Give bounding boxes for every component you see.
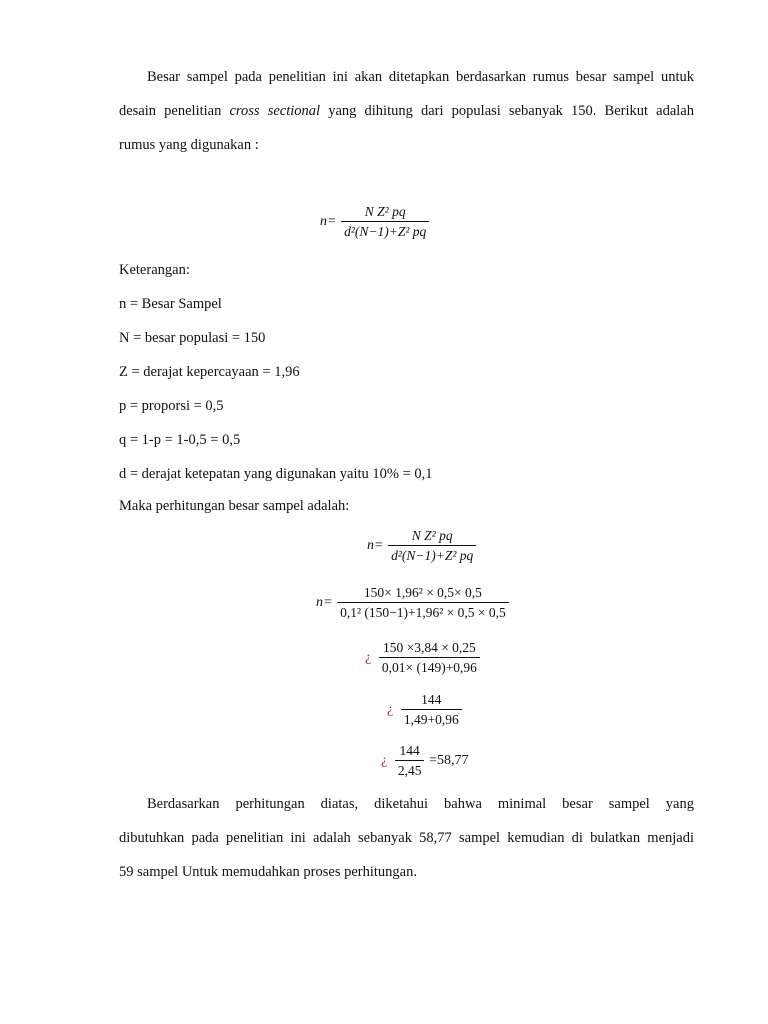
sample-size-formula (320, 204, 429, 240)
conclusion-paragraph-line-2: dibutuhkan pada penelitian ini adalah sebanyak 58,77 sampel kemudian di bulatkan menjadi (119, 830, 694, 846)
legend-item: N = besar populasi = 150 (119, 330, 266, 346)
formula-numerator: 144 (399, 743, 420, 758)
formula-denominator: 0,1² (150−1)+1,96² × 0,5 × 0,5 (337, 602, 509, 621)
legend-item: n = Besar Sampel (119, 296, 222, 312)
legend-item: q = 1-p = 1-0,5 = 0,5 (119, 432, 241, 448)
formula-denominator: d²(N−1)+Z² pq (388, 545, 476, 564)
missing-symbol-marker: ¿ (381, 753, 388, 768)
formula-numerator: 150 ×3,84 × 0,25 (382, 640, 476, 655)
intro-text-segment: desain penelitian (119, 103, 230, 119)
calc-step-4 (387, 692, 462, 728)
intro-paragraph-line-1: Besar sampel pada penelitian ini akan ditetapkan berdasarkan rumus besar sampel untuk (147, 69, 694, 85)
calc-step-1 (367, 528, 476, 564)
calc-step-2 (316, 585, 509, 621)
formula-fraction (379, 640, 480, 676)
formula-result: =58,77 (429, 753, 469, 768)
formula-numerator: N Z² pq (411, 528, 453, 543)
formula-lhs: n= (367, 538, 384, 553)
formula-numerator: 144 (421, 692, 442, 707)
formula-lhs: n= (316, 595, 333, 610)
calc-step-3 (365, 640, 480, 676)
legend-item: d = derajat ketepatan yang digunakan yaitu 10% = 0,1 (119, 466, 433, 482)
formula-lhs: n= (320, 214, 337, 229)
conclusion-paragraph-line-3: 59 sampel Untuk memudahkan proses perhitungan. (119, 864, 417, 880)
formula-denominator: d²(N−1)+Z² pq (341, 221, 429, 240)
intro-paragraph-line-3: rumus yang digunakan : (119, 137, 259, 153)
formula-denominator: 0,01× (149)+0,96 (379, 657, 480, 676)
intro-paragraph-line-2 (119, 94, 694, 128)
missing-symbol-marker: ¿ (387, 702, 394, 717)
conclusion-paragraph-line-1: Berdasarkan perhitungan diatas, diketahui bahwa minimal besar sampel yang (147, 796, 694, 812)
missing-symbol-marker: ¿ (365, 650, 372, 665)
formula-numerator: 150× 1,96² × 0,5× 0,5 (363, 585, 482, 600)
formula-denominator: 1,49+0,96 (401, 709, 462, 728)
formula-fraction (401, 692, 462, 728)
intro-text-segment: yang dihitung dari populasi sebanyak 150. Berikut adalah (320, 103, 694, 119)
calc-step-5 (381, 743, 469, 779)
legend-heading: Keterangan: (119, 262, 190, 278)
formula-denominator: 2,45 (395, 760, 425, 779)
formula-fraction (341, 204, 429, 240)
calculation-intro: Maka perhitungan besar sampel adalah: (119, 498, 350, 514)
legend-item: Z = derajat kepercayaan = 1,96 (119, 364, 300, 380)
cross-sectional-emphasis: cross sectional (229, 103, 321, 119)
formula-fraction (395, 743, 425, 779)
formula-numerator: N Z² pq (364, 204, 406, 219)
formula-fraction (388, 528, 476, 564)
formula-fraction (337, 585, 509, 621)
legend-item: p = proporsi = 0,5 (119, 398, 224, 414)
